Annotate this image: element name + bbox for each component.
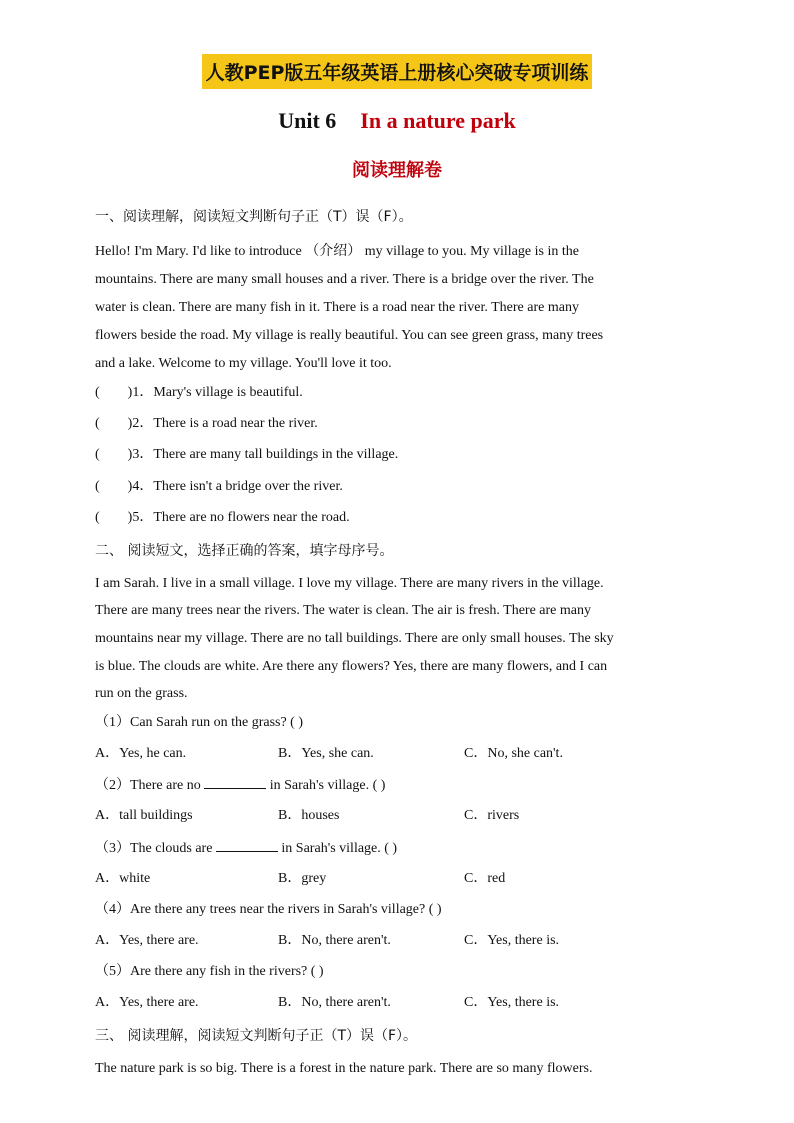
question-text: （2）There are no: [95, 778, 205, 793]
passage-line: is blue. The clouds are white. Are there any flowers? Yes, there are many flowers, and I can: [95, 659, 608, 674]
passage-line: mountains near my village. There are no tall buildings. There are only small houses. The sky: [95, 631, 614, 646]
option-a: A．Yes, there are.: [95, 933, 199, 948]
tf-item: ( )2．There is a road near the river.: [95, 416, 318, 431]
unit-name: In a nature park: [360, 108, 516, 133]
section-1-heading: 一、阅读理解，阅读短文判断句子正（T）误（F）。: [95, 209, 413, 225]
passage-line: run on the grass.: [95, 686, 188, 701]
question-text: in Sarah's village. ( ): [266, 778, 386, 793]
question: [95, 839, 397, 858]
passage-line: and a lake. Welcome to my village. You'll love it too.: [95, 356, 392, 371]
tf-item: ( )1．Mary's village is beautiful.: [95, 385, 303, 400]
question-text: （3）The clouds are: [95, 841, 216, 856]
section-2-heading: 二、 阅读短文，选择正确的答案，填字母序号。: [95, 543, 394, 559]
option-b: B．Yes, she can.: [278, 746, 374, 761]
option-c: C．No, she can't.: [464, 746, 563, 761]
passage-line: Hello! I'm Mary. I'd like to introduce （介绍） my village to you. My village is in the: [95, 244, 579, 259]
question: （4）Are there any trees near the rivers in Sarah's village? ( ): [95, 902, 442, 917]
option-c: C．Yes, there is.: [464, 995, 560, 1010]
banner-container: [0, 54, 794, 89]
option-b: B．No, there aren't.: [278, 995, 391, 1010]
answer-blank: [216, 839, 278, 852]
option-b: B．houses: [278, 808, 340, 823]
question: [95, 776, 385, 795]
question: （1）Can Sarah run on the grass? ( ): [95, 715, 304, 730]
answer-blank: [204, 776, 266, 789]
question: （5）Are there any fish in the rivers? ( ): [95, 964, 324, 979]
passage-line: There are many trees near the rivers. The water is clean. The air is fresh. There are many: [95, 603, 591, 618]
question-text: in Sarah's village. ( ): [277, 841, 398, 856]
passage-line: water is clean. There are many fish in it. There is a road near the river. There are many: [95, 300, 579, 315]
tf-item: ( )3．There are many tall buildings in the village.: [95, 447, 399, 462]
option-a: A．Yes, he can.: [95, 746, 187, 761]
option-a: A．white: [95, 871, 151, 886]
page-subtitle: 阅读理解卷: [352, 160, 442, 181]
passage-line: flowers beside the road. My village is really beautiful. You can see green grass, many trees: [95, 328, 604, 343]
tf-item: ( )4．There isn't a bridge over the river.: [95, 479, 343, 494]
section-3-heading: 三、 阅读理解，阅读短文判断句子正（T）误（F）。: [95, 1028, 418, 1044]
option-b: B．No, there aren't.: [278, 933, 391, 948]
banner-title: 人教PEP版五年级英语上册核心突破专项训练: [202, 54, 593, 89]
passage-line: The nature park is so big. There is a forest in the nature park. There are so many flowers.: [95, 1061, 593, 1076]
unit-title: [0, 108, 794, 134]
option-c: C．red: [464, 871, 506, 886]
passage-line: mountains. There are many small houses and a river. There is a bridge over the river. The: [95, 272, 594, 287]
option-c: C．Yes, there is.: [464, 933, 560, 948]
option-b: B．grey: [278, 871, 327, 886]
option-c: C．rivers: [464, 808, 520, 823]
passage-line: I am Sarah. I live in a small village. I love my village. There are many rivers in the village.: [95, 576, 604, 591]
tf-item: ( )5．There are no flowers near the road.: [95, 510, 350, 525]
option-a: A．tall buildings: [95, 808, 193, 823]
option-a: A．Yes, there are.: [95, 995, 199, 1010]
unit-label: Unit 6: [278, 108, 337, 133]
